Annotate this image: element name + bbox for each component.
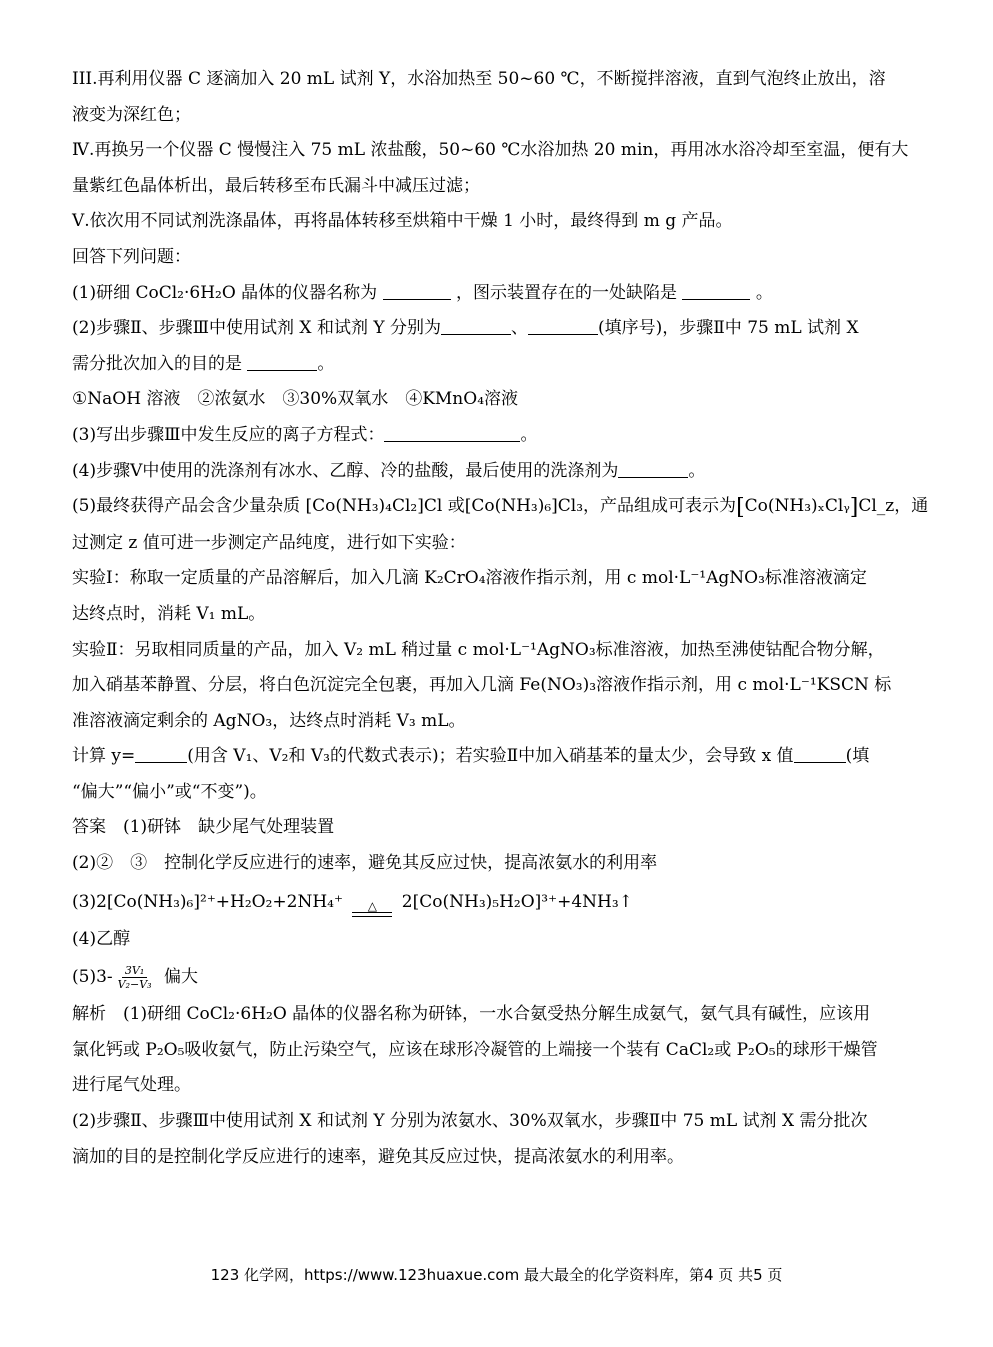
question-text: 。: [520, 424, 538, 445]
fraction: [115, 964, 155, 991]
text-line: Ⅴ.依次用不同试剂洗涤晶体，再将晶体转移至烘箱中干燥 1 小时，最终得到 m g 产品。: [72, 211, 733, 232]
answer-text: 偏大: [163, 967, 198, 988]
answer-equation: [72, 882, 922, 922]
answer-blank: [682, 283, 750, 300]
text-line: 达终点时，消耗 V₁ mL。: [72, 603, 266, 624]
answer-blank: [794, 746, 846, 763]
question-text: Cl_z，通: [858, 496, 929, 517]
question-text: (2)步骤Ⅱ、步骤Ⅲ中使用试剂 X 和试剂 Y 分别为: [72, 318, 441, 339]
question-text: (填序号)，步骤Ⅱ中 75 mL 试剂 X: [597, 318, 859, 339]
text-line: “偏大”“偏小”或“不变”)。: [72, 781, 267, 802]
text-line: Ⅳ.再换另一个仪器 C 慢慢注入 75 mL 浓盐酸，50~60 ℃水浴加热 20 min，再用冰水浴冷却至室温，便有大: [72, 140, 909, 161]
question-text: (用含 V₁、V₂和 V₃的代数式表示)；若实验Ⅱ中加入硝基苯的量太少，会导致 x 值: [187, 746, 794, 767]
answer-fraction-line: [72, 957, 922, 997]
question-2: [72, 311, 922, 347]
text-line: 加入硝基苯静置、分层，将白色沉淀完全包裹，再加入几滴 Fe(NO₃)₃溶液作指示剂，用 c mol·L⁻¹KSCN 标: [72, 675, 892, 696]
question-text: (5)最终获得产品会含少量杂质 [Co(NH₃)₄Cl₂]Cl 或[Co(NH₃)₆]Cl₃，产品组成可表示为: [72, 496, 737, 517]
analysis-line: (2)步骤Ⅱ、步骤Ⅲ中使用试剂 X 和试剂 Y 分别为浓氨水、30%双氧水，步骤Ⅱ中 75 mL 试剂 X 需分批次: [72, 1111, 868, 1132]
answer-blank: [441, 318, 511, 335]
answer-blank: [383, 283, 451, 300]
numerator: 3V₁: [122, 964, 147, 978]
text-line: 实验Ⅰ：称取一定质量的产品溶解后，加入几滴 K₂CrO₄溶液作指示剂，用 c mol·L⁻¹AgNO₃标准溶液滴定: [72, 568, 867, 589]
analysis-line: 进行尾气处理。: [72, 1075, 191, 1096]
answer-blank: [247, 354, 317, 371]
question-text: ，图示装置存在的一处缺陷是: [456, 282, 677, 303]
answer-blank: [528, 318, 598, 335]
answer-blank: [384, 425, 520, 442]
document-body: [72, 62, 929, 1175]
text-line: 回答下列问题：: [72, 246, 191, 267]
equation-right: 2[Co(NH₃)₅H₂O]³⁺+4NH₃↑: [401, 891, 633, 912]
question-text: (填: [845, 746, 870, 767]
question-text: 。: [688, 460, 706, 481]
calc-line: [72, 739, 922, 775]
page-footer: 123 化学网，https://www.123huaxue.com 最大最全的化学资料库，第4 页 共5 页: [210, 1266, 783, 1284]
equals-bar: [352, 912, 392, 917]
text-line: 实验Ⅱ：另取相同质量的产品，加入 V₂ mL 稍过量 c mol·L⁻¹AgNO₃标准溶液，加热至沸使钴配合物分解，: [72, 639, 885, 660]
answer-line: (2)② ③ 控制化学反应进行的速率，避免其反应过快，提高浓氨水的利用率: [72, 853, 658, 874]
text-line: 量紫红色晶体析出，最后转移至布氏漏斗中减压过滤；: [72, 175, 480, 196]
question-text: 计算 y=: [72, 746, 136, 767]
text-line: 液变为深红色；: [72, 104, 191, 125]
question-text: (4)步骤Ⅴ中使用的洗涤剂有冰水、乙醇、冷的盐酸，最后使用的洗涤剂为: [72, 460, 619, 481]
denominator: V₂−V₃: [117, 978, 152, 992]
question-text: 、: [510, 318, 528, 339]
question-2-cont: [72, 347, 922, 383]
question-text: 。: [755, 282, 773, 303]
text-line: III.再利用仪器 C 逐滴加入 20 mL 试剂 Y，水浴加热至 50~60 ℃，不断搅拌溶液，直到气泡终止放出，溶: [72, 69, 886, 89]
bracket-close: ]: [849, 495, 859, 521]
analysis-line: 滴加的目的是控制化学反应进行的速率，避免其反应过快，提高浓氨水的利用率。: [72, 1146, 684, 1167]
answer-line: 答案 (1)研钵 缺少尾气处理装置: [72, 817, 335, 838]
answer-blank: [618, 461, 688, 478]
question-text: 。: [317, 353, 335, 374]
analysis-line: 解析 (1)研细 CoCl₂·6H₂O 晶体的仪器名称为研钵，一水合氨受热分解生成氨气，氨气具有碱性，应该用: [72, 1004, 871, 1025]
analysis-line: 氯化钙或 P₂O₅吸收氨气，防止污染空气，应该在球形冷凝管的上端接一个装有 CaCl₂或 P₂O₅的球形干燥管: [72, 1039, 878, 1060]
answer-line: (4)乙醇: [72, 928, 131, 949]
equation-left: (3)2[Co(NH₃)₆]²⁺+H₂O₂+2NH₄⁺: [72, 891, 343, 912]
question-3: [72, 418, 922, 454]
text-line: 过测定 z 值可进一步测定产品纯度，进行如下实验：: [72, 532, 466, 553]
heat-triangle-icon: △: [367, 898, 377, 913]
question-5: [72, 489, 929, 526]
question-4: [72, 454, 922, 490]
question-1: [72, 276, 922, 312]
bracket-open: [: [736, 495, 745, 521]
formula: Co(NH₃)ₓClᵧ: [744, 496, 850, 517]
question-text: (3)写出步骤Ⅲ中发生反应的离子方程式：: [72, 424, 385, 445]
options-line: ①NaOH 溶液 ②浓氨水 ③30%双氧水 ④KMnO₄溶液: [72, 389, 519, 410]
text-line: 准溶液滴定剩余的 AgNO₃，达终点时消耗 V₃ mL。: [72, 710, 466, 731]
heat-equals-sign: [352, 900, 392, 917]
question-text: 需分批次加入的目的是: [72, 353, 242, 374]
answer-text: (5)3-: [72, 967, 113, 988]
answer-blank: [135, 746, 187, 763]
question-text: (1)研细 CoCl₂·6H₂O 晶体的仪器名称为: [72, 282, 378, 303]
